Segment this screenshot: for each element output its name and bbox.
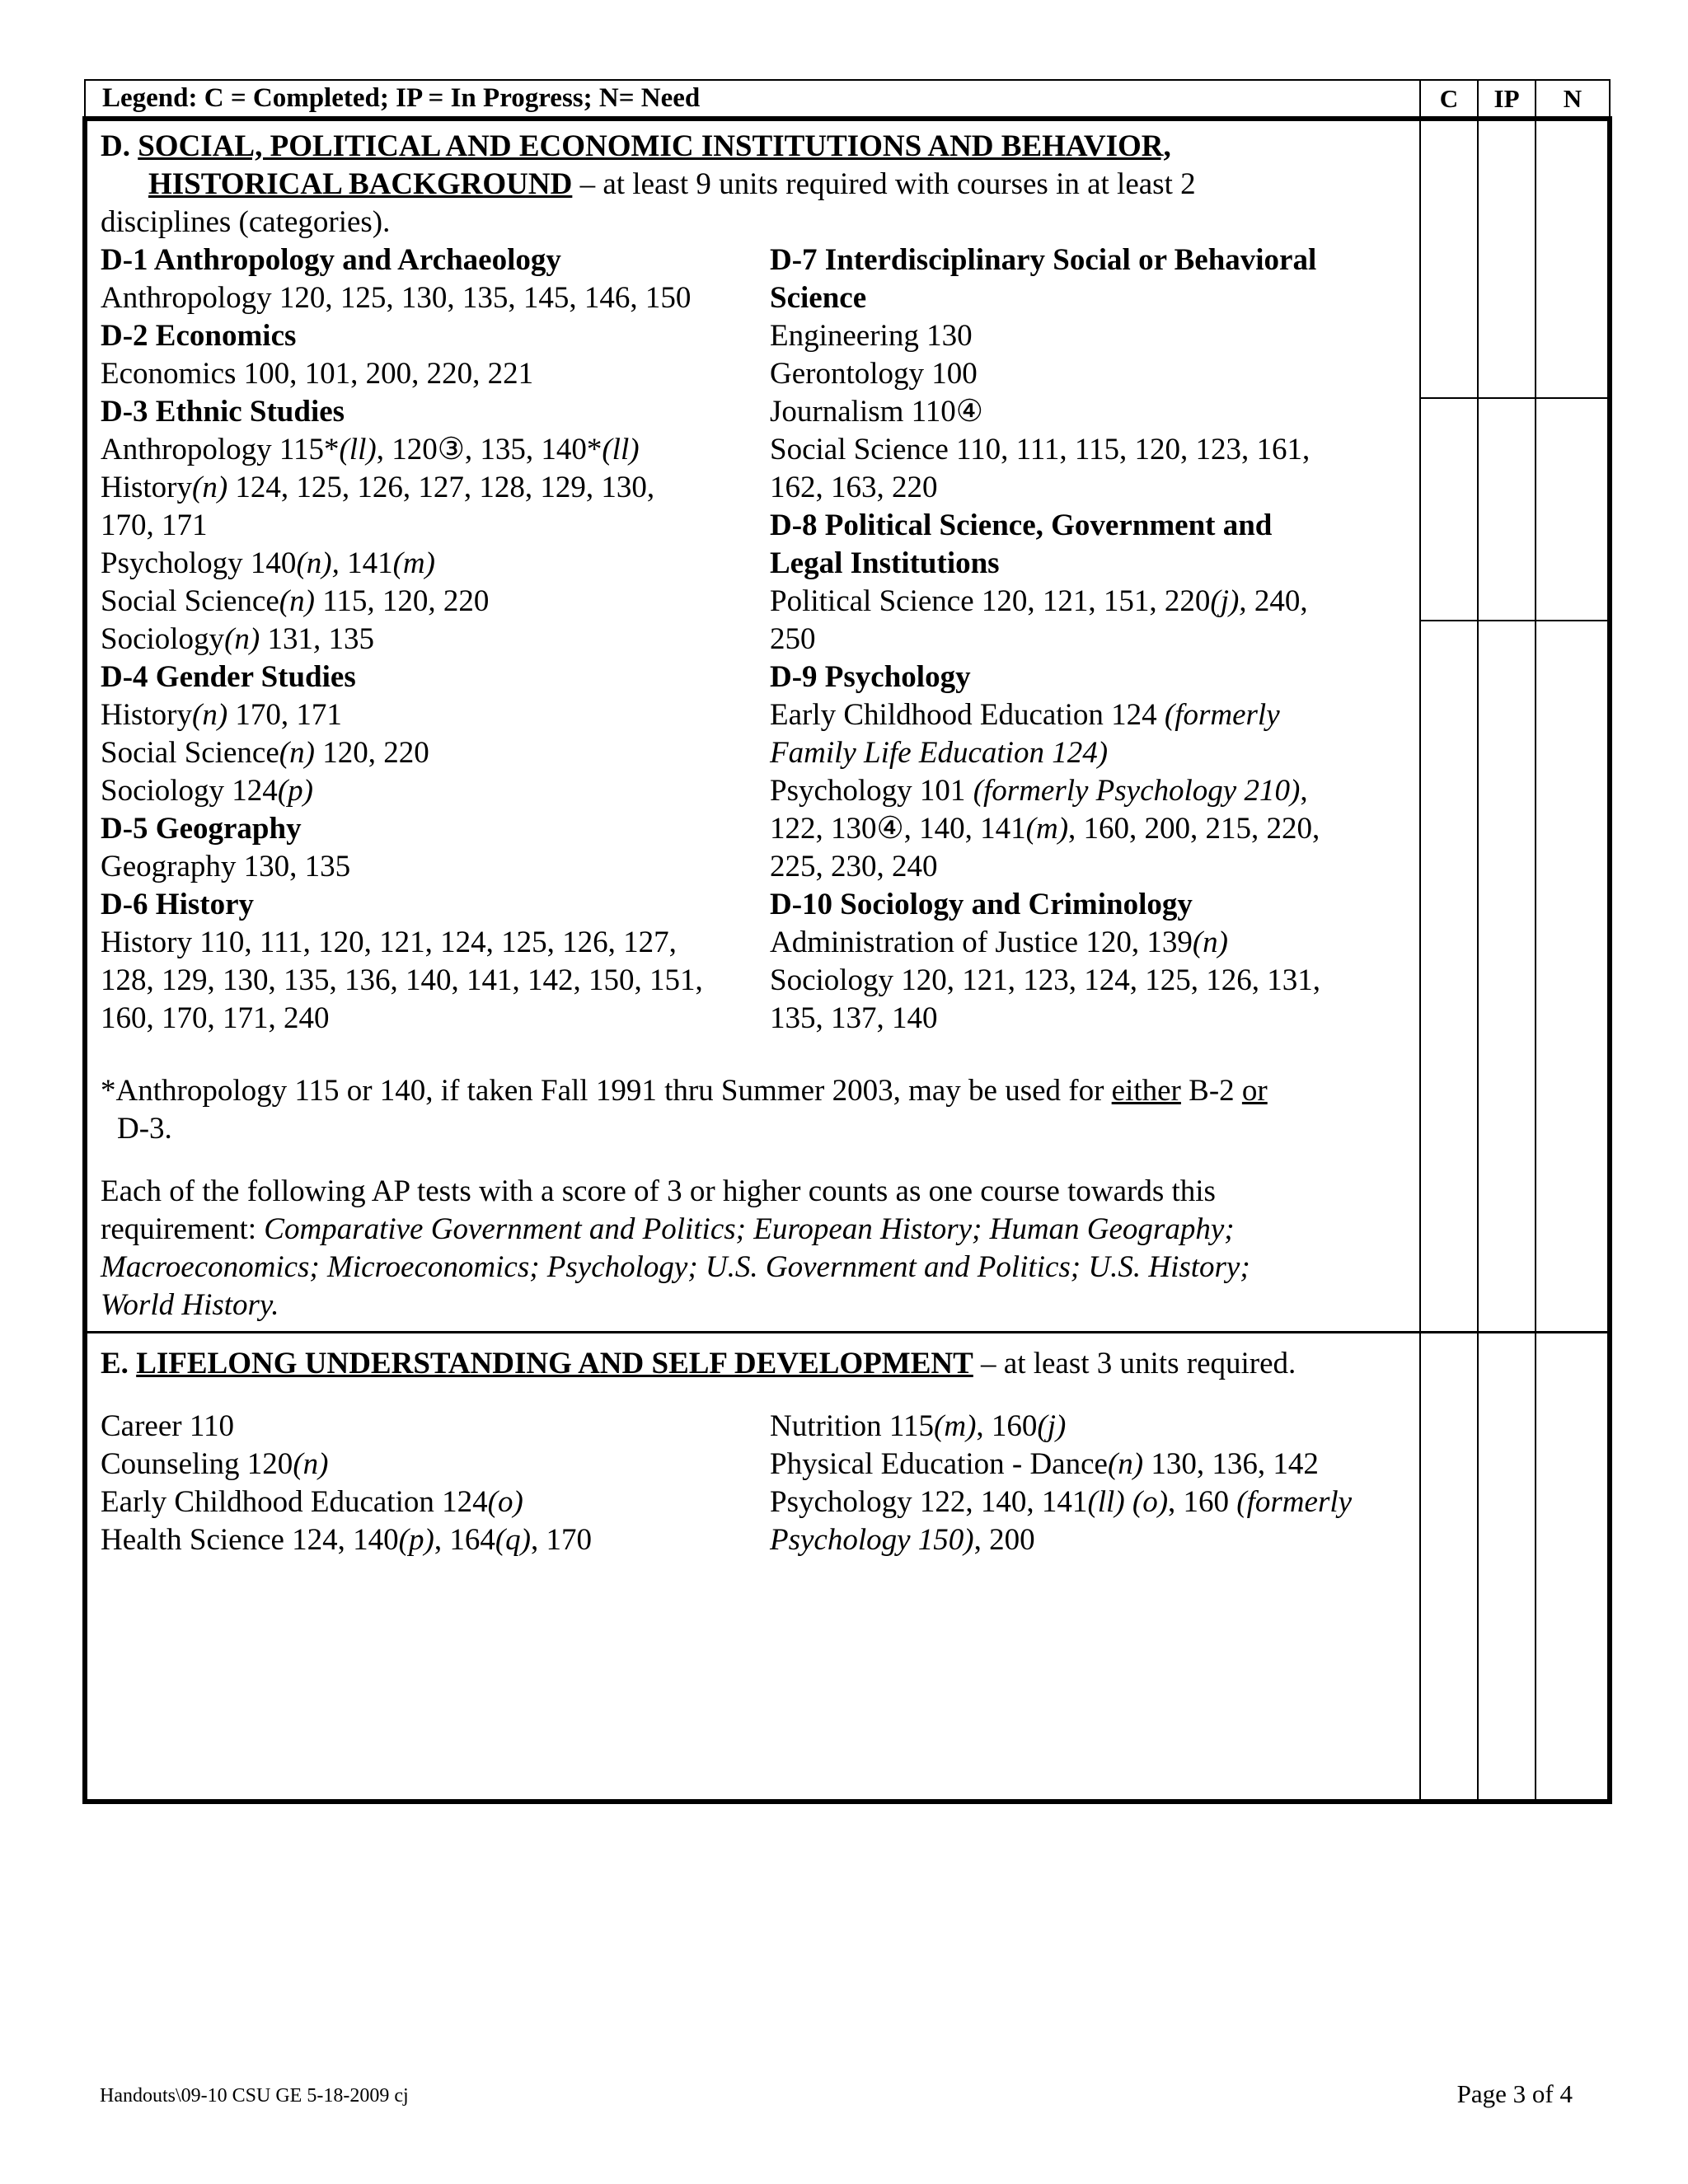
d8-political-science-cont: 250 xyxy=(770,622,816,656)
d3-title: D-3 Ethnic Studies xyxy=(101,395,345,429)
e-psychology: Psychology 122, 140, 141(ll) (o), 160 (formerly xyxy=(770,1485,1353,1519)
e-ece: Early Childhood Education 124(o) xyxy=(101,1485,523,1519)
d7-engineering: Engineering 130 xyxy=(770,319,973,353)
requirements-table xyxy=(82,79,1612,1804)
e-health-science: Health Science 124, 140(p), 164(q), 170 xyxy=(101,1523,592,1557)
section-d-content xyxy=(85,119,1420,1333)
col-header-in-progress: IP xyxy=(1478,80,1536,119)
d9-psychology-cont2: 225, 230, 240 xyxy=(770,850,938,883)
d3-history-cont: 170, 171 xyxy=(101,509,208,542)
section-e-content xyxy=(85,1333,1420,1802)
section-d-in-progress-checkbox[interactable] xyxy=(1478,119,1536,1333)
e-nutrition: Nutrition 115(m), 160(j) xyxy=(770,1409,1067,1443)
d4-social-science: Social Science(n) 120, 220 xyxy=(101,736,429,770)
d6-courses-1: History 110, 111, 120, 121, 124, 125, 126, 127, xyxy=(101,926,677,959)
section-d-requirement: – at least 9 units required with courses in at least 2 xyxy=(572,167,1196,201)
d2-courses: Economics 100, 101, 200, 220, 221 xyxy=(101,357,534,391)
section-e-left-column xyxy=(101,1408,770,1559)
section-d-requirement-cont: disciplines (categories). xyxy=(101,205,391,239)
d3-history: History(n) 124, 125, 126, 127, 128, 129, 130, xyxy=(101,471,655,504)
d3-psychology: Psychology 140(n), 141(m) xyxy=(101,546,435,580)
d10-sociology: Sociology 120, 121, 123, 124, 125, 126, 131, xyxy=(770,963,1321,997)
d9-title: D-9 Psychology xyxy=(770,660,971,694)
d10-title: D-10 Sociology and Criminology xyxy=(770,888,1193,921)
d4-history: History(n) 170, 171 xyxy=(101,698,342,732)
d4-title: D-4 Gender Studies xyxy=(101,660,356,694)
section-e-requirement: – at least 3 units required. xyxy=(973,1347,1296,1380)
section-e-columns xyxy=(101,1408,1406,1559)
d6-title: D-6 History xyxy=(101,888,254,921)
d5-courses: Geography 130, 135 xyxy=(101,850,351,883)
col-header-completed: C xyxy=(1420,80,1478,119)
d8-title: D-8 Political Science, Government and xyxy=(770,509,1273,542)
section-d-heading-line2: HISTORICAL BACKGROUND xyxy=(148,167,573,201)
ap-tests-note: Each of the following AP tests with a score of 3 or higher counts as one course towards this requirement: Comparative Government and Politics; European History; Human Geography; Macroeconomics; Microeconomics; Psychology; U.S. Government and Politics; U.S. History; World History. xyxy=(101,1174,1250,1322)
section-e-right-column xyxy=(770,1408,1406,1559)
anthropology-note: *Anthropology 115 or 140, if taken Fall 1991 thru Summer 2003, may be used for either B-2 or D-3. xyxy=(101,1074,1268,1146)
section-d-completed-checkbox[interactable] xyxy=(1420,119,1478,1333)
d1-courses: Anthropology 120, 125, 130, 135, 145, 146, 150 xyxy=(101,281,692,315)
d7-title: D-7 Interdisciplinary Social or Behavioral xyxy=(770,243,1317,277)
e-career: Career 110 xyxy=(101,1409,234,1443)
d6-courses-2: 128, 129, 130, 135, 136, 140, 141, 142, 150, 151, xyxy=(101,963,703,997)
d7-social-science: Social Science 110, 111, 115, 120, 123, 161, xyxy=(770,433,1311,466)
d8-political-science: Political Science 120, 121, 151, 220(j), 240, xyxy=(770,584,1308,618)
section-d-need-checkbox[interactable] xyxy=(1536,119,1610,1333)
d9-psychology-cont: 122, 130④, 140, 141(m), 160, 200, 215, 220, xyxy=(770,812,1320,846)
d7-gerontology: Gerontology 100 xyxy=(770,357,978,391)
d7-social-science-cont: 162, 163, 220 xyxy=(770,471,938,504)
d8-title-cont: Legal Institutions xyxy=(770,546,1000,580)
section-e-completed-checkbox[interactable] xyxy=(1420,1333,1478,1802)
legend-text: Legend: C = Completed; IP = In Progress; N= Need xyxy=(85,80,1420,119)
col-header-need: N xyxy=(1536,80,1610,119)
d10-admin-justice: Administration of Justice 120, 139(n) xyxy=(770,926,1228,959)
section-d-row xyxy=(85,119,1610,1333)
section-d-right-column xyxy=(770,241,1406,1038)
section-e-in-progress-checkbox[interactable] xyxy=(1478,1333,1536,1802)
d3-anthropology: Anthropology 115*(ll), 120③, 135, 140*(ll) xyxy=(101,433,640,466)
section-e-heading: LIFELONG UNDERSTANDING AND SELF DEVELOPMENT xyxy=(136,1347,973,1380)
d7-journalism: Journalism 110④ xyxy=(770,395,983,429)
d4-sociology: Sociology 124(p) xyxy=(101,774,313,808)
d6-courses-3: 160, 170, 171, 240 xyxy=(101,1001,330,1035)
d1-title: D-1 Anthropology and Archaeology xyxy=(101,243,561,277)
d3-sociology: Sociology(n) 131, 135 xyxy=(101,622,374,656)
e-pe-dance: Physical Education - Dance(n) 130, 136, 142 xyxy=(770,1447,1319,1481)
d10-sociology-cont: 135, 137, 140 xyxy=(770,1001,938,1035)
e-psychology-cont: Psychology 150), 200 xyxy=(770,1523,1035,1557)
d9-psychology: Psychology 101 (formerly Psychology 210), xyxy=(770,774,1308,808)
section-d-left-column xyxy=(101,241,770,1038)
e-counseling: Counseling 120(n) xyxy=(101,1447,329,1481)
d3-social-science: Social Science(n) 115, 120, 220 xyxy=(101,584,490,618)
d7-title-cont: Science xyxy=(770,281,867,315)
section-e-need-checkbox[interactable] xyxy=(1536,1333,1610,1802)
section-d-title: D. SOCIAL, POLITICAL AND ECONOMIC INSTITUTIONS AND BEHAVIOR, xyxy=(101,129,1171,163)
section-d-heading: SOCIAL, POLITICAL AND ECONOMIC INSTITUTIONS AND BEHAVIOR, xyxy=(138,129,1171,163)
d9-ece: Early Childhood Education 124 (formerly xyxy=(770,698,1280,732)
d2-title: D-2 Economics xyxy=(101,319,297,353)
section-e-title: E. LIFELONG UNDERSTANDING AND SELF DEVELOPMENT – at least 3 units required. xyxy=(101,1347,1296,1380)
section-d-columns xyxy=(101,241,1406,1038)
footer-file-path: Handouts\09-10 CSU GE 5-18-2009 cj xyxy=(100,2085,409,2107)
d9-ece-note: Family Life Education 124) xyxy=(770,736,1109,770)
section-e-row xyxy=(85,1333,1610,1802)
d5-title: D-5 Geography xyxy=(101,812,302,846)
page-number: Page 3 of 4 xyxy=(1456,2079,1573,2108)
legend-row xyxy=(85,80,1610,119)
